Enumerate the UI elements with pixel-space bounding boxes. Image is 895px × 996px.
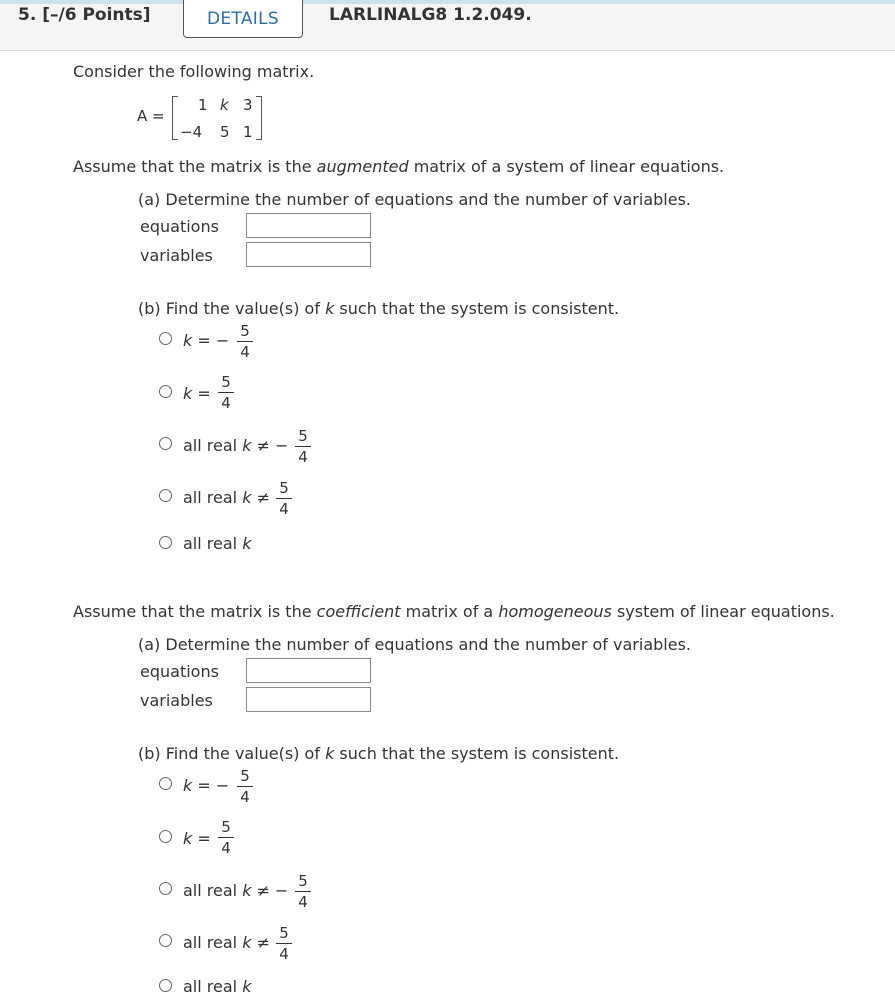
matrix-cell: 5	[220, 123, 230, 141]
section1-intro: Assume that the matrix is the augmented matrix of a system of linear equations.	[73, 157, 725, 176]
matrix-cell: 3	[243, 96, 253, 114]
section1-option-3-fraction: 5 4	[295, 428, 311, 465]
question-number: 5. [–/6 Points]	[18, 5, 151, 25]
section2-option-3-fraction: 5 4	[295, 873, 311, 910]
section1-option-2-label: k =	[183, 384, 211, 403]
question-id: LARLINALG8 1.2.049.	[329, 5, 532, 25]
section2-option-4-fraction: 5 4	[276, 925, 292, 962]
section1-option-1-label: k = −	[183, 331, 230, 350]
section1-option-1-fraction: 5 4	[237, 323, 253, 360]
section1-equations-label: equations	[140, 217, 219, 236]
section1-option-3-label: all real k ≠ −	[183, 436, 289, 455]
section1-variables-label: variables	[140, 246, 213, 265]
section1-option-4-radio[interactable]	[159, 489, 172, 502]
prompt-text: Consider the following matrix.	[73, 62, 315, 81]
section2-option-2-radio[interactable]	[159, 830, 172, 843]
section1-option-2-radio[interactable]	[159, 385, 172, 398]
section1-equations-input[interactable]	[246, 213, 371, 238]
section1-part-b-text: (b) Find the value(s) of k such that the system is consistent.	[138, 299, 620, 318]
section1-option-5-label: all real k	[183, 534, 252, 553]
section1-part-a-text: (a) Determine the number of equations and the number of variables.	[138, 190, 691, 209]
matrix-cell: −4	[180, 123, 203, 141]
section2-option-1-fraction: 5 4	[237, 768, 253, 805]
section1-option-3-radio[interactable]	[159, 437, 172, 450]
section2-equations-label: equations	[140, 662, 219, 681]
section2-variables-input[interactable]	[246, 687, 371, 712]
matrix-cell: 1	[198, 96, 208, 114]
section1-option-4-fraction: 5 4	[276, 480, 292, 517]
points-label: [–/6 Points]	[42, 5, 151, 25]
section2-option-2-fraction: 5 4	[218, 819, 234, 856]
section1-option-4-label: all real k ≠	[183, 488, 270, 507]
section1-variables-input[interactable]	[246, 242, 371, 267]
section2-option-2-label: k =	[183, 829, 211, 848]
section2-intro: Assume that the matrix is the coefficient matrix of a homogeneous system of linear equations.	[73, 602, 835, 621]
section2-option-1-label: k = −	[183, 776, 230, 795]
matrix-cell: k	[220, 96, 229, 114]
matrix-label: A =	[137, 107, 165, 125]
section2-option-3-radio[interactable]	[159, 882, 172, 895]
section2-option-5-label: all real k	[183, 977, 252, 996]
section2-variables-label: variables	[140, 691, 213, 710]
section2-option-3-label: all real k ≠ −	[183, 881, 289, 900]
section1-option-2-fraction: 5 4	[218, 374, 234, 411]
section1-option-1-radio[interactable]	[159, 332, 172, 345]
section2-part-a-text: (a) Determine the number of equations and the number of variables.	[138, 635, 691, 654]
matrix-right-bracket	[256, 96, 262, 140]
section2-part-b-text: (b) Find the value(s) of k such that the system is consistent.	[138, 744, 620, 763]
section2-option-4-radio[interactable]	[159, 934, 172, 947]
section1-option-5-radio[interactable]	[159, 536, 172, 549]
question-header	[0, 4, 895, 51]
details-button[interactable]: DETAILS	[183, 0, 303, 38]
matrix-cell: 1	[243, 123, 253, 141]
section2-option-1-radio[interactable]	[159, 777, 172, 790]
section2-option-5-radio[interactable]	[159, 979, 172, 992]
section2-option-4-label: all real k ≠	[183, 933, 270, 952]
matrix-left-bracket	[172, 96, 178, 140]
section2-equations-input[interactable]	[246, 658, 371, 683]
